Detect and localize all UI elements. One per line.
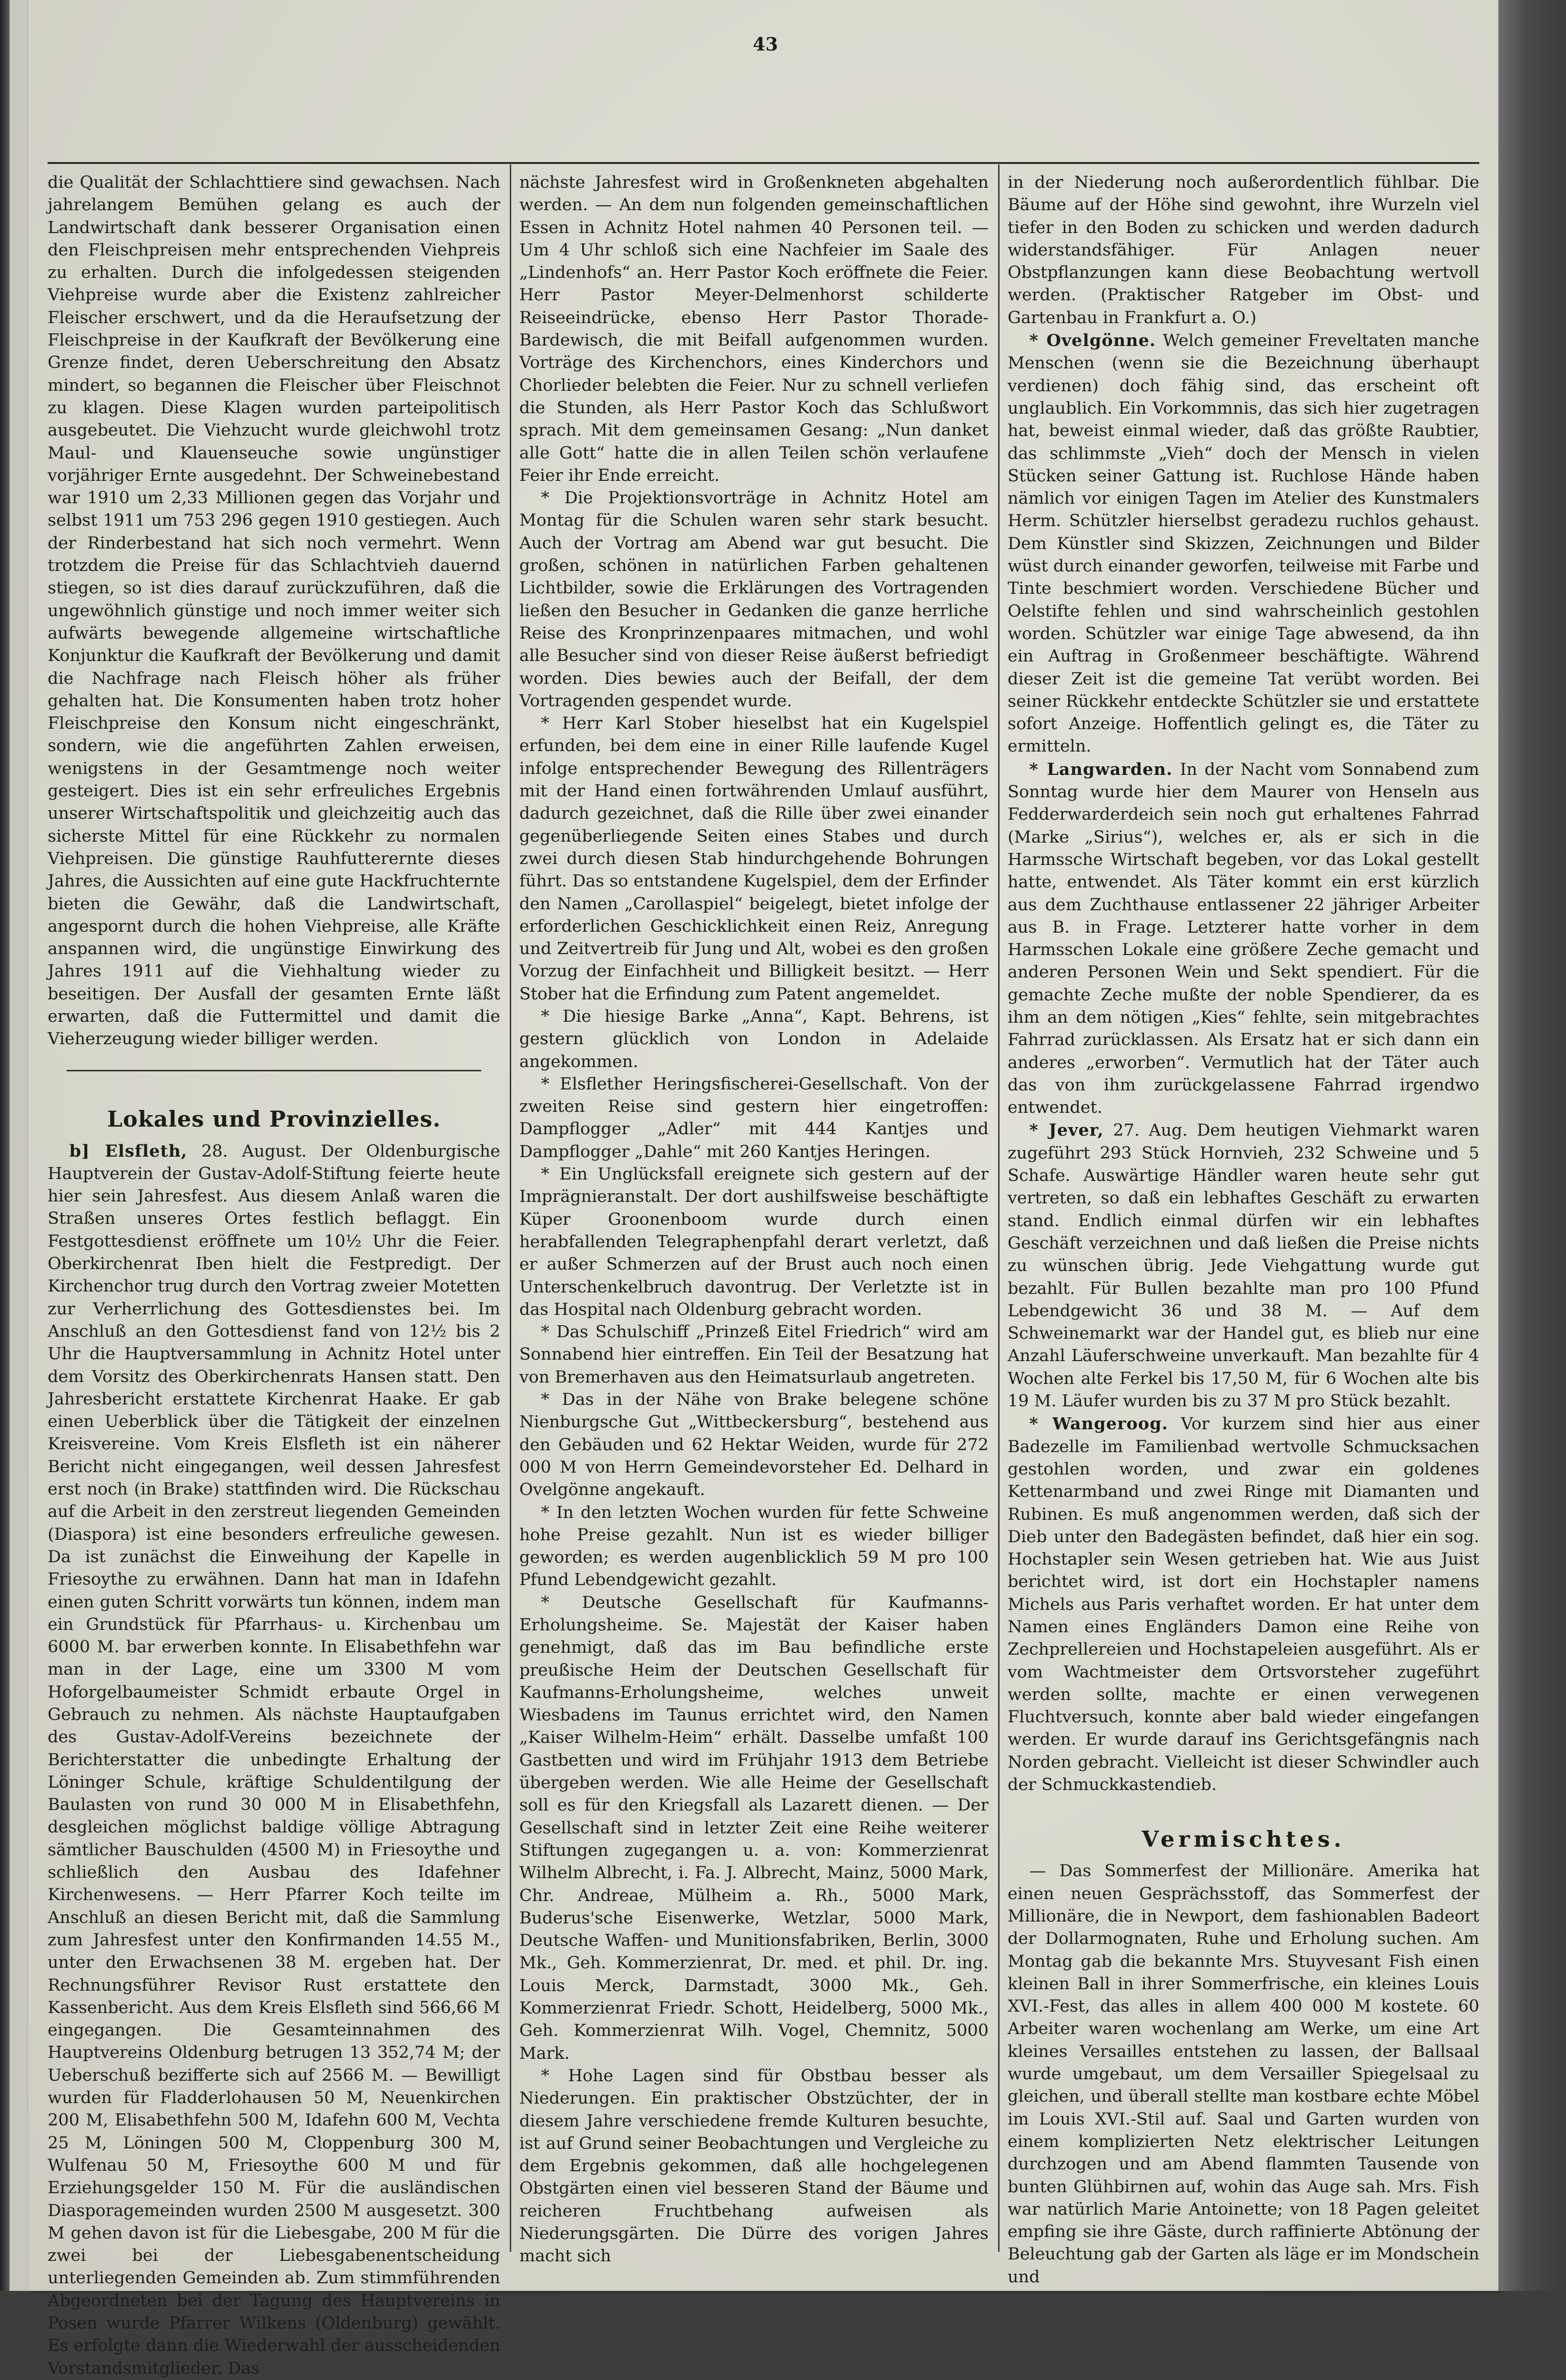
col3-article-langwarden [1008, 758, 1479, 1119]
col3-paragraph: in der Niederung noch außerordentlich fühlbar. Die Bäume auf der Höhe sind gewohnt, ihre Wurzeln viel tiefer in den Boden zu schicken und werden dadurch widerstandsfähiger. Für Anlagen neuer Obstpflanzungen kann diese Beobachtung wertvoll werden. (Praktischer Ratgeber im Obst- und Gartenbau in Frankfurt a. O.) [1008, 173, 1479, 327]
place-name: * Ovelgönne. [1029, 331, 1156, 351]
column-divider [998, 164, 1000, 2252]
column-3 [1008, 172, 1480, 2287]
newspaper-page [29, 0, 1498, 2378]
column-2 [519, 172, 989, 2266]
scan-border-right [1498, 0, 1566, 2291]
col2-paragraph: * Die Projektionsvorträge in Achnitz Hotel am Montag für die Schulen waren sehr stark besucht. Auch der Vortrag am Abend war gut besucht. Die großen, schönen in natürlichen Farben gehaltenen Lichtbilder, sowie die Erklärungen des Vortragenden ließen den Besucher in Gedanken die ganze herrliche Reise des Kronprinzenpaares mitmachen, und wohl alle Besucher sind von dieser Reise äußerst befriedigt worden. Dies bewies auch der Beifall, der dem Vortragenden gespendet wurde. [519, 488, 989, 711]
col2-paragraph: * In den letzten Wochen wurden für fette Schweine hohe Preise gezahlt. Nun ist es wieder billiger geworden; es werden augenblicklich 59 M pro 100 Pfund Lebendgewicht gezahlt. [519, 1503, 989, 1590]
col2-paragraph: * Herr Karl Stober hieselbst hat ein Kugelspiel erfunden, bei dem eine in einer Rille laufende Kugel infolge entsprechender Bewegung des Rillenträgers mit der Hand einen fortwährenden Umlauf ausführt, dadurch gezeichnet, daß die Rille über zwei einander gegenüberliegende Seiten eines Stabes und durch zwei durch diesen Stab hindurchgehende Bohrungen führt. Das so entstandene Kugelspiel, dem der Erfinder den Namen „Carollaspiel“ beigelegt, bietet infolge der erforderlichen Geschicklichkeit einen Reiz, Anregung und Zeitvertreib für Jung und Alt, wobei es den großen Vorzug der Einfachheit und Billigkeit besitzt. — Herr Stober hat die Erfindung zum Patent angemeldet. [519, 714, 989, 1004]
col2-paragraph: * Deutsche Gesellschaft für Kaufmanns-Erholungsheime. Se. Majestät der Kaiser haben genehmigt, daß das im Bau befindliche erste preußische Heim der Deutschen Gesellschaft für Kaufmanns-Erholungsheime, welches unweit Wiesbadens im Taunus errichtet wird, den Namen „Kaiser Wilhelm-Heim“ erhält. Dasselbe umfaßt 100 Gastbetten und wird im Frühjahr 1913 dem Betriebe übergeben werden. Wie alle Heime der Gesellschaft soll es für den Kriegsfall als Lazarett dienen. — Der Gesellschaft sind in letzter Zeit eine Reihe weiterer Stiftungen zugegangen u. a. von: Kommerzienrat Wilhelm Albrecht, i. Fa. J. Albrecht, Mainz, 5000 Mark, Chr. Andreae, Mülheim a. Rh., 5000 Mark, Buderus'sche Eisenwerke, Wetzlar, 5000 Mark, Deutsche Waffen- und Munitionsfabriken, Berlin, 3000 Mk., Geh. Kommerzienrat, Dr. med. et phil. Dr. ing. Louis Merck, Darmstadt, 3000 Mk., Geh. Kommerzienrat Friedr. Schott, Heidelberg, 5000 Mk., Geh. Kommerzienrat Wilh. Vogel, Chemnitz, 5000 Mark. [519, 1593, 989, 2063]
place-name: * Jever, [1029, 1120, 1104, 1140]
place-name: * Langwarden. [1029, 759, 1173, 779]
place-name: * Wangeroog. [1029, 1414, 1168, 1434]
column-divider [510, 164, 511, 2252]
section-rule [67, 1070, 481, 1071]
header-rule [48, 162, 1479, 164]
col1-paragraph: die Qualität der Schlachttiere sind gewachsen. Nach jahrelangem Bemühen gelang es auch der Landwirtschaft dank besserer Organisation einen den Fleischpreisen mehr entsprechenden Viehpreis zu erhalten. Durch die infolgedessen steigenden Viehpreise wurde aber die Existenz zahlreicher Fleischer erschwert, und da die Heraufsetzung der Fleischpreise in der Kaufkraft der Bevölkerung eine Grenze findet, deren Ueberschreitung den Absatz mindert, so begannen die Fleischer über Fleischnot zu klagen. Diese Klagen wurden parteipolitisch ausgebeutet. Die Viehzucht wurde gleichwohl trotz Maul- und Klauenseuche sowie ungünstiger vorjähriger Ernte ausgedehnt. Der Schweinebestand war 1910 um 2,33 Millionen gegen das Vorjahr und selbst 1911 um 753 296 gegen 1910 gestiegen. Auch der Rinderbestand hat sich noch vermehrt. Wenn trotzdem die Preise für das Schlachtvieh dauernd stiegen, so ist dies darauf zurückzuführen, daß die ungewöhnlich günstige und noch immer weiter sich aufwärts bewegende allgemeine wirtschaftliche Konjunktur die Kaufkraft der Bevölkerung und damit die Nachfrage nach Fleisch höher als früher gehalten hat. Die Konsumenten haben trotz hoher Fleischpreise den Konsum nicht eingeschränkt, sondern, wie die angeführten Zahlen erweisen, wenigstens in der Gesamtmenge noch weiter gesteigert. Dies ist ein sehr erfreuliches Ergebnis unserer Wirtschaftspolitik und gleichzeitig auch das sicherste Mittel für eine Rückkehr zu normalen Viehpreisen. Die günstige Rauhfutterernte dieses Jahres, die Aussichten auf eine gute Hackfruchternte bieten die Gewähr, daß die Landwirtschaft, angespornt durch die hohen Viehpreise, alle Kräfte anspannen wird, die ungünstige Einwirkung des Jahres 1911 auf die Viehhaltung wieder zu beseitigen. Der Ausfall der gesamten Ernte läßt erwarten, daß die Futtermittel und damit die Vieherzeugung wieder billiger werden. [48, 173, 500, 1049]
column-1 [48, 172, 500, 2378]
article-text: Welch gemeiner Freveltaten manche Menschen (wenn sie die Bezeichnung überhaupt verdienen) doch fähig sind, das erscheint oft unglaublich. Ein Vorkommnis, das sich hier zugetragen hat, beweist einmal wieder, daß das größte Raubtier, das schlimmste „Vieh“ doch der Mensch in vielen Stücken seiner Gattung ist. Ruchlose Hände haben nämlich vor einigen Tagen im Atelier des Kunstmalers Herm. Schützler hierselbst geradezu ruchlos gehaust. Dem Künstler sind Skizzen, Zeichnungen und Bilder wüst durch einander geworfen, teilweise mit Farbe und Tinte beschmiert worden. Verschiedene Bücher und Oelstifte fehlen und sind wahrscheinlich gestohlen worden. Schützler war einige Tage abwesend, da ihn ein Auftrag in Großenmeer beschäftigte. Während dieser Zeit ist die gemeine Tat verübt worden. Bei seiner Rückkehr entdeckte Schützler sie und erstattete sofort Anzeige. Hoffentlich gelingt es, die Täter zu ermitteln. [1008, 331, 1480, 756]
col3-article-jever [1008, 1119, 1479, 1413]
article-text: Vor kurzem sind hier aus einer Badezelle im Familienbad wertvolle Schmucksachen gestohlen worden, und zwar ein goldenes Kettenarmband und zwei Ringe mit Diamanten und Rubinen. Es muß angenommen werden, daß sich der Dieb unter den Badegästen befindet, daß hier ein sog. Hochstapler sein Wesen getrieben hat. Wie aus Juist berichtet wird, ist dort ein Hochstapler namens Michels aus Paris verhaftet worden. Er hat unter dem Namen eines Engländers Damon eine Reihe von Zechprellereien und Hochstapeleien ausgeführt. Als er vom Wachtmeister dem Ortsvorsteher zugeführt werden sollte, machte er einen verwegenen Fluchtversuch, konnte aber bald wieder eingefangen werden. Er wurde darauf ins Gerichtsgefängnis nach Norden gebracht. Vielleicht ist dieser Schwindler auch der Schmuckkastendieb. [1008, 1414, 1480, 1795]
col1-article-elsfleth [48, 1140, 500, 2380]
place-name: b] Elsfleth, [69, 1141, 188, 1161]
col2-paragraph: nächste Jahresfest wird in Großenkneten abgehalten werden. — An dem nun folgenden gemeinschaftlichen Essen in Achnitz Hotel nahmen 40 Personen teil. — Um 4 Uhr schloß sich eine Nachfeier im Saale des „Lindenhofs“ an. Herr Pastor Koch eröffnete die Feier. Herr Pastor Meyer-Delmenhorst schilderte Reiseeindrücke, ebenso Herr Pastor Thorade-Bardewisch, die mit Beifall aufgenommen wurden. Vorträge des Kirchenchors, eines Kinderchors und Chorlieder belebten die Feier. Nur zu schnell verliefen die Stunden, als Herr Pastor Koch das Schlußwort sprach. Mit dem gemeinsamen Gesang: „Nun danket alle Gott“ hatte die in allen Teilen schön verlaufene Feier ihr Ende erreicht. [519, 173, 989, 485]
section-heading-misc: Vermischtes. [1142, 1826, 1345, 1852]
col2-paragraph: * Elsflether Heringsfischerei-Gesellschaft. Von der zweiten Reise sind gestern hier eingetroffen: Dampflogger „Adler“ mit 444 Kantjes und Dampflogger „Dahle“ mit 260 Kantjes Heringen. [519, 1074, 989, 1161]
col2-paragraph: * Die hiesige Barke „Anna“, Kapt. Behrens, ist gestern glücklich von London in Adelaide angekommen. [519, 1007, 989, 1071]
col3-article-ovelgoenne [1008, 329, 1479, 758]
scan-border-left [0, 0, 10, 2291]
article-text: 27. Aug. Dem heutigen Viehmarkt waren zugeführt 293 Stück Hornvieh, 232 Schweine und 5 Schafe. Auswärtige Händler waren heute sehr gut vertreten, so daß ein lebhaftes Geschäft zu erwarten stand. Endlich einmal dürfen wir ein lebhaftes Geschäft verzeichnen und daß ließen die Preise nichts zu wünschen übrig. Jede Viehgattung wurde gut bezahlt. Für Bullen bezahlte man pro 100 Pfund Lebendgewicht 36 und 38 M. — Auf dem Schweinemarkt war der Handel gut, es blieb nur eine Anzahl Läuferschweine unverkauft. Man bezahlte für 4 Wochen alte Ferkel bis 17,50 M, für 6 Wochen alte bis 19 M. Läufer wurden bis zu 37 M pro Stück bezahlt. [1008, 1121, 1479, 1411]
col2-paragraph: * Das in der Nähe von Brake belegene schöne Nienburgsche Gut „Wittbeckersburg“, bestehend aus den Gebäuden und 62 Hektar Weiden, wurde für 272 000 M von Herrn Gemeindevorsteher Ed. Delhard in Ovelgönne angekauft. [519, 1390, 989, 1500]
col2-paragraph: * Ein Unglücksfall ereignete sich gestern auf der Imprägnieranstalt. Der dort aushilfsweise beschäftigte Küper Groonenboom wurde durch einen herabfallenden Telegraphenpfahl derart verletzt, daß er außer Schmerzen auf der Brust auch noch einen Unterschenkelbruch davontrug. Der Verletzte ist in das Hospital nach Oldenburg gebracht worden. [519, 1165, 989, 1319]
col3-article-millionaire: — Das Sommerfest der Millionäre. Amerika hat einen neuen Gesprächsstoff, das Sommerfest der Millionäre, die in Newport, dem fashionablen Badeort der Dollarmognaten, Ruhe und Erholung suchen. Am Montag gab die bekannte Mrs. Stuyvesant Fish einen kleinen Ball in ihrer Sommerfrische, ein kleines Louis XVI.-Fest, das alles in allem 400 000 M kostete. 60 Arbeiter waren wochenlang am Werke, um eine Art kleines Versailles entstehen zu lassen, der Ballsaal wurde umgebaut, um dem Versailler Spiegelsaal zu gleichen, und überall stellte man kostbare echte Möbel im Louis XVI.-Stil auf. Saal und Garten wurden von einem komplizierten Netz elektrischer Leitungen durchzogen und am Abend flammten Tausende von bunten Glühbirnen auf, wohin das Auge sah. Mrs. Fish war natürlich Marie Antoinette; von 18 Pagen geleitet empfing sie ihre Gäste, durch raffinierte Abtönung der Beleuchtung gab der Garten als läge er im Mondschein und [1008, 1861, 1479, 2287]
article-text: 28. August. Der Oldenburgische Hauptverein der Gustav-Adolf-Stiftung feierte heute hier sein Jahresfest. Aus diesem Anlaß waren die Straßen unseres Ortes festlich beflaggt. Ein Festgottesdienst eröffnete um 10½ Uhr die Feier. Oberkirchenrat Iben hielt die Festpredigt. Der Kirchenchor trug durch den Vortrag zweier Motetten zur Verherrlichung des Gottesdienstes bei. Im Anschluß an den Gottesdienst fand von 12½ bis 2 Uhr die Hauptversammlung in Achnitz Hotel unter dem Vorsitz des Oberkirchenrats Hansen statt. Den Jahresbericht erstattete Kirchenrat Haake. Er gab einen Ueberblick über die Tätigkeit der einzelnen Kreisvereine. Vom Kreis Elsfleth ist ein näherer Bericht nicht eingegangen, weil dessen Jahresfest erst noch (in Brake) stattfinden wird. Die Rückschau auf die Arbeit in den zerstreut liegenden Gemeinden (Diaspora) ist eine besonders erfreuliche gewesen. Da ist zunächst die Einweihung der Kapelle in Friesoythe zu erwähnen. Dann hat man in Idafehn einen guten Schritt vorwärts tun können, indem man ein Grundstück für Pfarrhaus- u. Kirchenbau um 6000 M. bar erwerben konnte. In Elisabethfehn war man in der Lage, eine um 3300 M vom Hoforgelbaumeister Schmidt erbaute Orgel in Gebrauch zu nehmen. Als nächste Hauptaufgaben des Gustav-Adolf-Vereins bezeichnete der Berichterstatter die unbedingte Erhaltung der Löninger Schule, kräftige Schuldentilgung der Baulasten von rund 30 000 M in Elisabethfehn, desgleichen möglichst baldige völlige Abtragung sämtlicher Bauschulden (4500 M) in Friesoythe und schließlich den Ausbau des Idafehner Kirchenwesens. — Herr Pfarrer Koch teilte im Anschluß an diesen Bericht mit, daß die Sammlung zum Jahresfest unter den Konfirmanden 14.55 M., unter den Erwachsenen 38 M. ergeben hat. Der Rechnungsführer Revisor Rust erstattete den Kassenbericht. Aus dem Kreis Elsfleth sind 566,66 M eingegangen. Die Gesamteinnahmen des Hauptvereins Oldenburg betrugen 13 352,74 M; der Ueberschuß bezifferte sich auf 2566 M. — Bewilligt wurden für Fladderlohausen 50 M, Neuenkirchen 200 M, Elisabethfehn 500 M, Idafehn 600 M, Vechta 25 M, Löningen 500 M, Cloppenburg 300 M, Wulfenau 50 M, Friesoythe 600 M und für Erziehungsgelder 150 M. Für die ausländischen Diasporagemeinden wurden 2500 M ausgesetzt. 300 M gehen davon ist für die Liebesgabe, 200 M für die zwei bei der Liebesgabenentscheidung unterliegenden Gemeinden ab. Zum stimmführenden Abgeordneten bei der Tagung des Hauptvereins in Posen wurde Pfarrer Wilkens (Oldenburg) gewählt. Es erfolgte dann die Wiederwahl der ausscheidenden Vorstandsmitglieder. Das [48, 1141, 500, 2378]
section-heading-local: Lokales und Provinzielles. [107, 1106, 441, 1132]
previous-page-edge [10, 0, 29, 2291]
page-number: 43 [753, 33, 778, 55]
col2-paragraph: * Das Schulschiff „Prinzeß Eitel Friedrich“ wird am Sonnabend hier eintreffen. Ein Teil der Besatzung hat von Bremerhaven aus den Heimatsurlaub angetreten. [519, 1322, 989, 1387]
col2-paragraph: * Hohe Lagen sind für Obstbau besser als Niederungen. Ein praktischer Obstzüchter, der in diesem Jahre verschiedene fremde Kulturen besuchte, ist auf Grund seiner Beobachtungen und Vergleiche zu dem Ergebnis gekommen, daß alle hochgelegenen Obstgärten einen viel besseren Stand der Bäume und reicheren Fruchtbehang aufweisen als Niederungsgärten. Die Dürre des vorigen Jahres macht sich [519, 2066, 989, 2266]
article-text: In der Nacht vom Sonnabend zum Sonntag wurde hier dem Maurer von Henseln aus Fedderwarderdeich sein noch gut erhaltenes Fahrrad (Marke „Sirius“), welches er, als er sich in die Harmssche Wirtschaft begeben, vor das Lokal gestellt hatte, entwendet. Als Täter kommt ein erst kürzlich aus dem Zuchthause entlassener 22 jähriger Arbeiter aus B. in Frage. Letzterer hatte vorher in dem Harmsschen Lokale eine größere Zeche gemacht und anderen Personen Wein und Sekt spendiert. Für die gemachte Zeche mußte der noble Spendierer, da es ihm an dem nötigen „Kies“ fehlte, sein mitgebrachtes Fahrrad zurücklassen. Als Ersatz hat er sich dann ein anderes „erworben“. Vermutlich hat der Täter auch das von ihm zurückgelassene Fahrrad irgendwo entwendet. [1008, 760, 1479, 1118]
col3-article-wangeroog [1008, 1413, 1479, 1796]
